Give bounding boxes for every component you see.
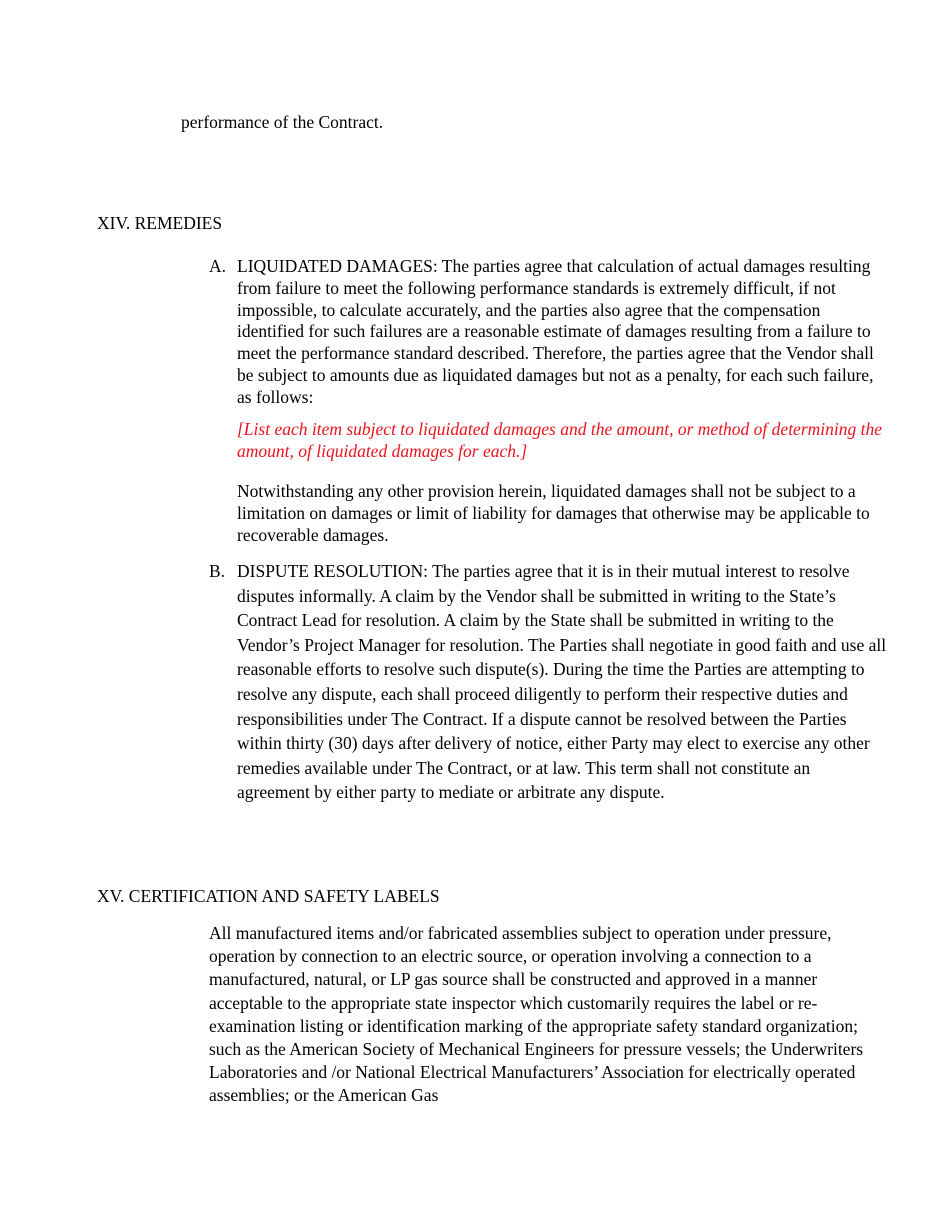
dispute-resolution-paragraph: DISPUTE RESOLUTION: The parties agree that it is in their mutual interest to resolve disputes informally. A claim by the Vendor shall be submitted in writing to the State’s Contract Lead for resolution. A claim by the State shall be submitted in writing to the Vendor’s Project Manager for resolution. The Parties shall negotiate in good faith and use all reasonable efforts to resolve such dispute(s). During the time the Parties are attempting to resolve any dispute, each shall proceed diligently to perform their respective duties and responsibilities under The Contract. If a dispute cannot be resolved between the Parties within thirty (30) days after delivery of notice, either Party may elect to exercise any other remedies available under The Contract, or at law. This term shall not constitute an agreement by either party to mediate or arbitrate any dispute. xyxy=(237,561,887,803)
liquidated-damages-paragraph: LIQUIDATED DAMAGES: The parties agree that calculation of actual damages resulting from failure to meet the following performance standards is extremely difficult, if not impossible, to calculate accurately, and the parties also agree that the compensation identified for such failures are a reasonable estimate of damages resulting from a failure to meet the performance standard described. Therefore, the parties agree that the Vendor shall be subject to amounts due as liquidated damages but not as a penalty, for each such failure, as follows: xyxy=(237,256,874,407)
intro-text: performance of the Contract. xyxy=(181,112,384,132)
notwithstanding-paragraph: Notwithstanding any other provision herein, liquidated damages shall not be subject to a limitation on damages or limit of liability for damages that otherwise may be applicable to recoverable damages. xyxy=(237,481,870,545)
item-b-marker: B. xyxy=(209,561,226,581)
liquidated-damages-note: [List each item subject to liquidated damages and the amount, or method of determining the amount, of liquidated damages for each.] xyxy=(237,419,882,461)
section-heading-certification: XV. CERTIFICATION AND SAFETY LABELS xyxy=(97,886,440,906)
item-a-marker: A. xyxy=(209,256,227,276)
section-heading-remedies: XIV. REMEDIES xyxy=(97,213,223,233)
certification-paragraph: All manufactured items and/or fabricated assemblies subject to operation under pressure, operation by connection to an electric source, or operation involving a connection to a manufactured, natural, or LP gas source shall be constructed and approved in a manner acceptable to the appropriate state inspector which customarily requires the label or re-examination listing or identification marking of the appropriate safety standard organization; such as the American Society of Mechanical Engineers for pressure vessels; the Underwriters Laboratories and /or National Electrical Manufacturers’ Association for electrically operated assemblies; or the American Gas xyxy=(209,923,864,1106)
